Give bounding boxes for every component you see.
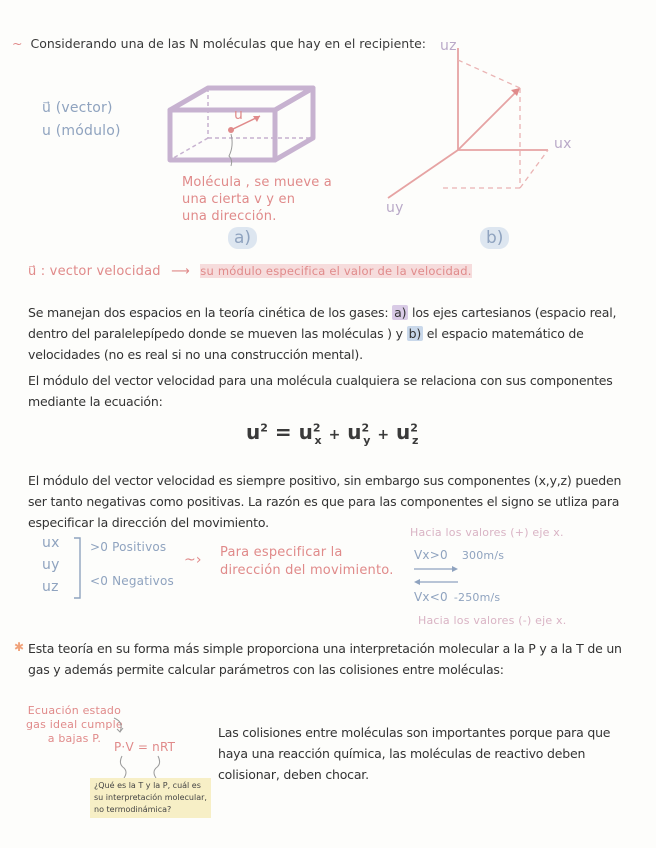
paragraph-spaces-part-2: los ejes cartesianos (espacio real, dentro del paralelepípedo donde se mueven las moléculas ) y xyxy=(28,305,617,341)
velocity-arrows xyxy=(412,564,462,588)
definition-arrow: ⟶ xyxy=(171,264,190,279)
eq-term-x: u xyxy=(298,420,313,444)
eq-term-y-sub: y xyxy=(363,434,371,447)
velocity-definition xyxy=(28,264,472,279)
question-note-line-2: su interpretación molecular, xyxy=(94,793,207,802)
positive-label: >0 Positivos xyxy=(90,540,167,554)
box-diagram xyxy=(160,70,330,180)
components-brace xyxy=(72,536,86,600)
ideal-gas-equation: P·V = nRT xyxy=(114,740,176,754)
velocity-axes-diagram xyxy=(380,38,580,218)
paragraph-module: El módulo del vector velocidad para una molécula cualquiera se relaciona con sus componentes mediante la ecuación: xyxy=(28,373,613,409)
vx-positive-label: Vx>0 xyxy=(414,548,448,562)
eq-lhs-sq: 2 xyxy=(260,421,268,435)
uy-axis-label: uy xyxy=(386,200,404,216)
eq-term-y: u xyxy=(347,420,362,444)
molecule-note-line-2: una cierta v y en xyxy=(182,192,296,207)
purpose-note xyxy=(220,544,394,580)
molecule-note xyxy=(182,174,332,225)
component-ux: ux xyxy=(42,535,60,551)
eq-term-x-sq: 2 xyxy=(312,421,321,435)
vector-label: u⃗ (vector) xyxy=(42,100,113,116)
eq-plus-1: + xyxy=(328,427,341,443)
definition-rest: su módulo especifica el valor de la velocidad. xyxy=(200,264,472,278)
u-label: u xyxy=(234,107,244,123)
eq-term-z: u xyxy=(396,420,411,444)
question-note xyxy=(90,778,211,818)
paragraph-spaces-part-1: Se manejan dos espacios en la teoría cinética de los gases: xyxy=(28,305,393,320)
ux-axis-label: ux xyxy=(554,136,572,152)
ideal-gas-note-line-1: Ecuación estado xyxy=(27,704,122,717)
definition-term: u⃗ : vector velocidad xyxy=(28,264,161,279)
toward-negative-note: Hacia los valores (-) eje x. xyxy=(418,614,567,627)
molecule-note-line-1: Molécula , se mueve a xyxy=(182,175,332,190)
eq-term-y-sq: 2 xyxy=(361,421,370,435)
caption-a-text: a) xyxy=(228,227,257,249)
eq-term-z-sq: 2 xyxy=(410,421,418,435)
eq-term-x-sub: x xyxy=(314,434,322,447)
vx-positive xyxy=(414,548,504,562)
question-note-line-1: ¿Qué es la T y la P, cuál es xyxy=(94,781,201,790)
eq-plus-2: + xyxy=(377,427,390,443)
eq-sign: = xyxy=(274,420,292,444)
velocity-equation xyxy=(246,420,418,447)
paragraph-spaces-part-3: el espacio matemático de velocidades (no es real si no una construcción mental). xyxy=(28,326,584,362)
molecule-note-line-3: una dirección. xyxy=(182,209,277,224)
intro-line xyxy=(12,36,426,51)
collisions-text: Las colisiones entre moléculas son importantes porque para que haya una reacción química, las moléculas de reactivo deben colisionar, deben chocar. xyxy=(218,725,611,782)
component-list xyxy=(42,532,60,598)
tilde-bullet: ~ xyxy=(12,36,23,51)
squiggle-arrow: ~› xyxy=(184,552,202,568)
caption-b xyxy=(480,228,509,248)
ideal-gas-note-line-3: a bajas P. xyxy=(47,732,102,745)
paragraph-theory: Esta teoría en su forma más simple proporciona una interpretación molecular a la P y a la T de un gas y además permite calcular parámetros con las colisiones entre moléculas: xyxy=(28,641,622,677)
purpose-note-line-2: dirección del movimiento. xyxy=(220,563,394,578)
highlight-b: b) xyxy=(408,326,422,341)
vx-negative xyxy=(414,590,500,604)
paragraph-sign: El módulo del vector velocidad es siempre positivo, sin embargo sus componentes (x,y,z) pueden ser tanto negativas como positivas. La razón es que para las componentes el signo se utliza para especificar la dirección del movimiento. xyxy=(28,473,622,530)
vx-negative-label: Vx<0 xyxy=(414,590,448,604)
ideal-gas-note-line-2: gas ideal cumple xyxy=(26,718,123,731)
paragraph-spaces xyxy=(28,302,632,365)
module-label: u (módulo) xyxy=(42,123,121,139)
caption-b-text: b) xyxy=(480,227,509,249)
bullet-star: ✱ xyxy=(14,640,25,654)
eq-term-z-sub: z xyxy=(411,434,419,447)
question-note-line-3: no termodinámica? xyxy=(94,805,172,814)
purpose-note-line-1: Para especificar la xyxy=(220,545,343,560)
intro-text: Considerando una de las N moléculas que hay en el recipiente: xyxy=(30,36,427,51)
negative-label: <0 Negativos xyxy=(90,574,174,588)
highlight-a: a) xyxy=(394,305,407,320)
uz-axis-label: uz xyxy=(440,38,457,54)
component-uy: uy xyxy=(42,557,60,573)
eq-lhs: u xyxy=(246,420,261,444)
caption-a xyxy=(228,228,257,248)
vx-negative-value: -250m/s xyxy=(453,591,501,604)
vx-positive-value: 300m/s xyxy=(461,549,505,562)
toward-positive-note: Hacia los valores (+) eje x. xyxy=(410,526,564,539)
component-uz: uz xyxy=(42,579,59,595)
question-arrows xyxy=(114,754,174,780)
ideal-gas-note xyxy=(26,704,123,746)
